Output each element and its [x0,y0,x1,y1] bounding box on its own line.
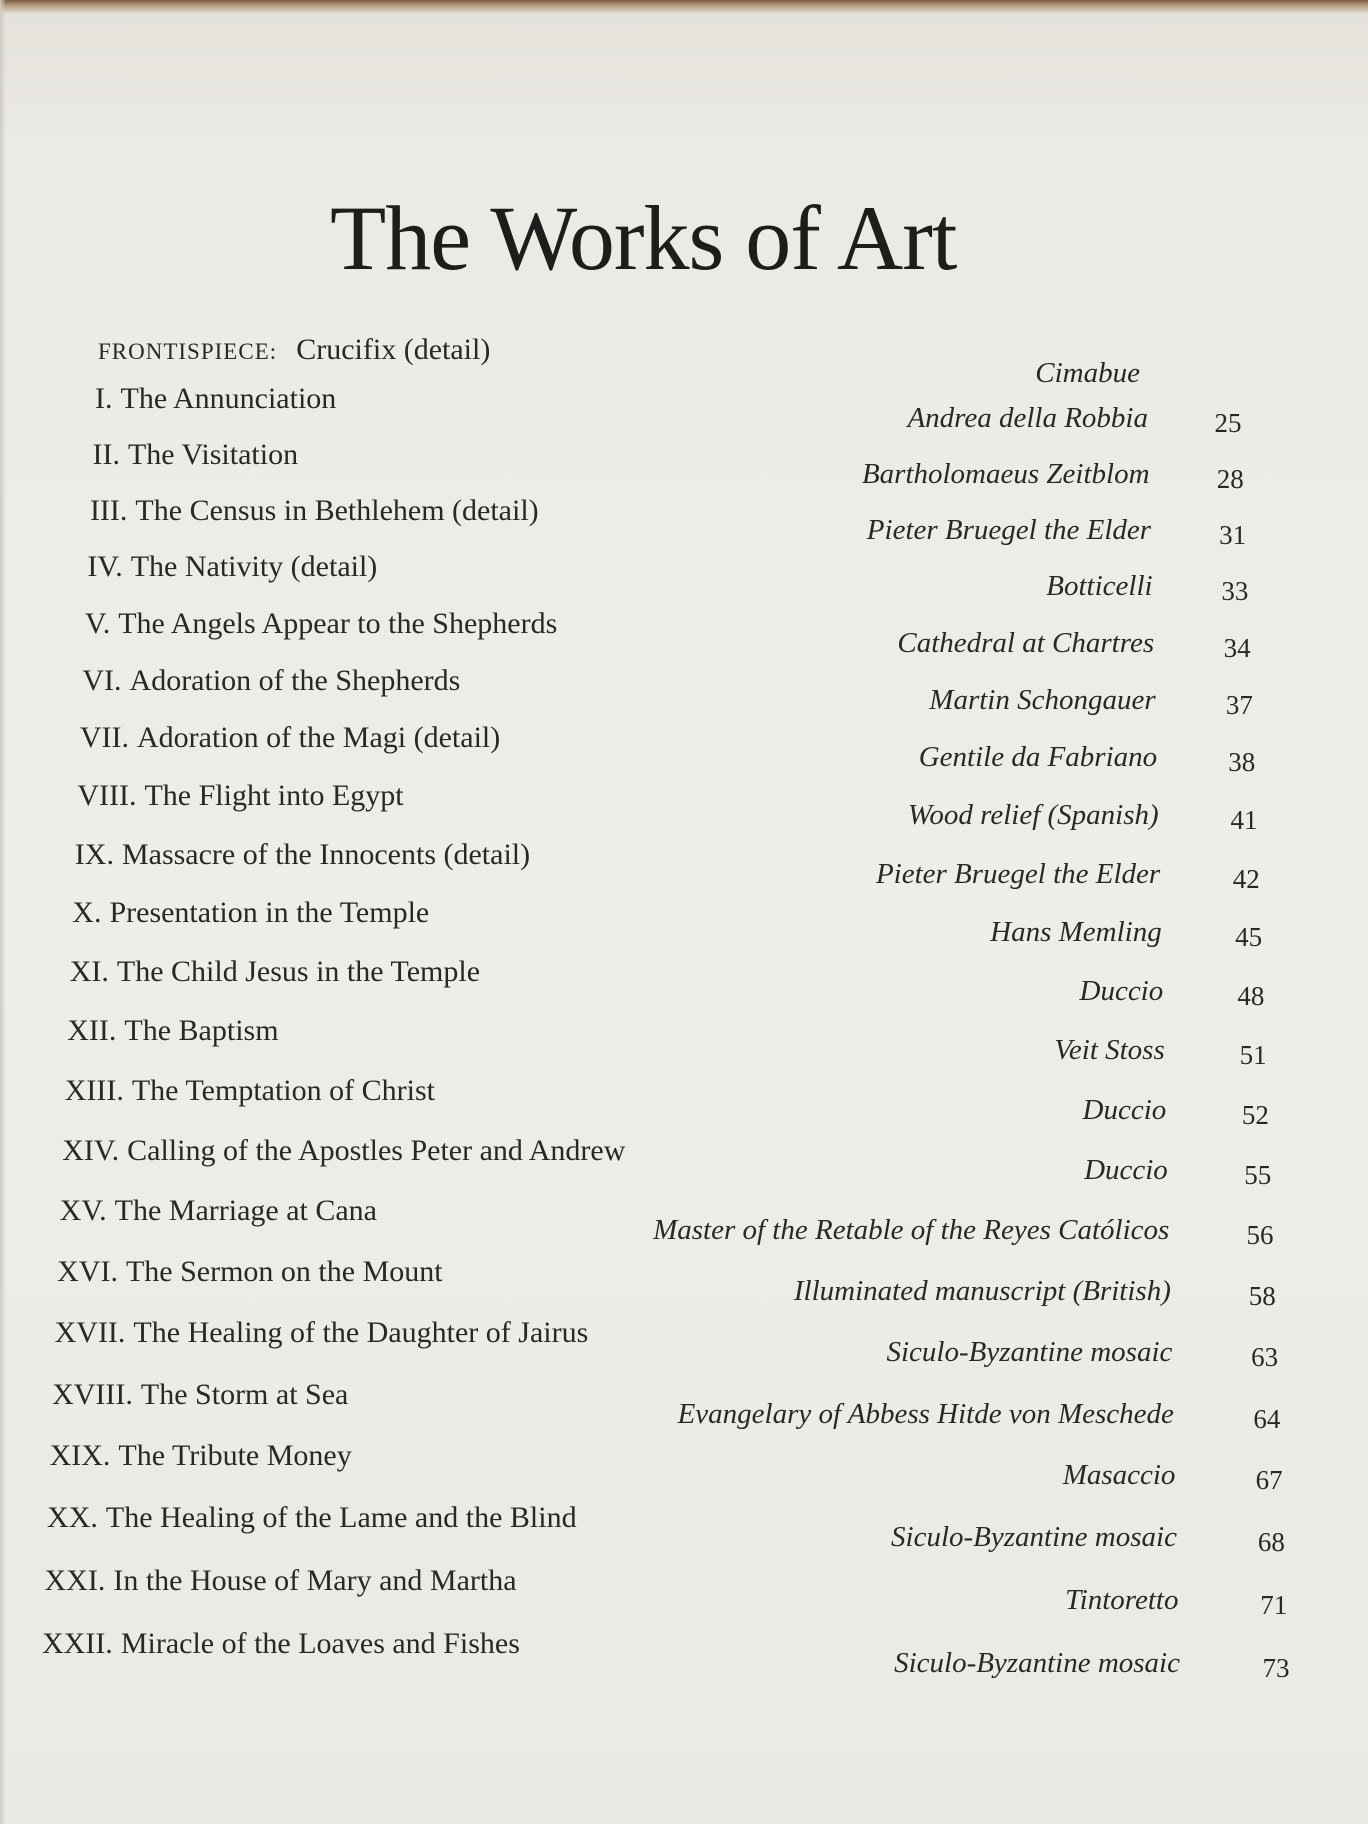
entry-numeral: XVI. [57,1255,118,1288]
entry-page-number: 28 [1216,463,1244,494]
frontispiece-work: Crucifix (detail) [296,333,491,366]
contents-entry [72,896,429,946]
entry-work-title: The Healing of the Lame and the Blind [105,1501,577,1535]
contents-entry [80,721,500,771]
entry-numeral: IX. [74,837,114,871]
entry-artist: Pieter Bruegel the Elder [866,513,1152,546]
entry-work-title: The Angels Appear to the Shepherds [118,606,558,640]
entry-page-number: 58 [1248,1281,1276,1311]
contents-entry [70,955,480,1005]
entry-work-title: Miracle of the Loaves and Fishes [120,1626,520,1660]
entry-numeral: VII. [79,721,129,755]
entry-work-title: The Flight into Egypt [144,779,404,813]
entry-page-number: 31 [1219,519,1247,550]
entry-page-number: 37 [1225,690,1253,720]
entry-artist: Andrea della Robbia [907,402,1148,434]
entry-work-title: The Marriage at Cana [114,1194,377,1228]
entry-work-title: The Tribute Money [118,1439,352,1473]
entry-numeral: II. [92,437,120,471]
contents-entry [77,779,403,829]
entry-numeral: XXI. [44,1564,106,1597]
contents-entry [42,1627,520,1677]
entry-numeral: X. [72,896,102,930]
entry-page-number: 73 [1262,1652,1290,1683]
entry-work-title: In the House of Mary and Martha [113,1564,517,1597]
contents-entry [95,382,336,432]
contents-entry [82,664,460,714]
entry-numeral: I. [95,382,113,415]
frontispiece-artist: Cimabue [1035,357,1140,389]
entry-artist: Veit Stoss [1054,1034,1165,1067]
entry-artist: Masaccio [1062,1459,1176,1492]
entry-artist: Gentile da Fabriano [918,741,1158,774]
entry-artist: Martin Schongauer [929,684,1156,716]
contents-entry [85,607,557,657]
entry-page-number: 42 [1232,863,1260,894]
entry-work-title: Presentation in the Temple [109,896,430,930]
entry-numeral: VI. [82,664,122,697]
entry-page-number: 71 [1260,1590,1288,1620]
entry-numeral: XXII. [42,1626,113,1660]
entry-page-number: 64 [1253,1403,1281,1434]
entry-numeral: XX. [47,1501,98,1535]
entry-page-number: 45 [1235,922,1263,953]
entry-numeral: IV. [87,550,123,584]
entry-numeral: XV. [59,1194,107,1228]
contents-entry [87,550,377,600]
entry-artist: Master of the Retable of the Reyes Católicos [653,1214,1170,1247]
entry-numeral: XIII. [64,1073,124,1107]
entry-work-title: The Healing of the Daughter of Jairus [133,1316,589,1350]
contents-entry [62,1134,625,1184]
entry-page-number: 68 [1257,1527,1285,1558]
entry-work-title: The Annunciation [120,382,337,415]
entry-page-number: 25 [1214,408,1242,438]
entry-numeral: XIV. [62,1133,120,1167]
entry-numeral: V. [84,606,111,640]
entry-page-number: 56 [1246,1220,1274,1251]
entry-page-number: 63 [1251,1342,1279,1373]
entry-artist: Bartholomaeus Zeitblom [861,457,1150,490]
entry-work-title: The Sermon on the Mount [125,1255,443,1288]
contents-entry [45,1564,517,1614]
contents-entry [60,1194,377,1244]
entry-artist: Evangelary of Abbess Hitde von Meschede [677,1397,1174,1430]
contents-entry [67,1014,278,1064]
frontispiece-row [98,333,490,383]
entry-artist: Siculo-Byzantine mosaic [886,1336,1173,1369]
entry-artist: Duccio [1084,1153,1168,1186]
entry-artist: Pieter Bruegel the Elder [875,857,1161,890]
entry-page-number: 34 [1223,632,1251,663]
entry-numeral: III. [89,493,128,527]
entry-artist: Wood relief (Spanish) [907,799,1159,832]
entry-work-title: Calling of the Apostles Peter and Andrew [127,1133,626,1167]
entry-page-number: 52 [1241,1099,1269,1130]
entry-numeral: XVIII. [52,1377,133,1411]
page-top-edge [0,0,1368,14]
entry-work-title: The Child Jesus in the Temple [116,955,481,988]
entry-work-title: The Temptation of Christ [131,1073,435,1107]
entry-work-title: The Visitation [127,437,299,471]
entry-work-title: Massacre of the Innocents (detail) [121,837,531,871]
contents-entry [50,1439,352,1489]
entry-numeral: XII. [67,1014,117,1048]
contents-entry [47,1501,577,1551]
entry-page-number: 51 [1239,1040,1267,1071]
entry-artist: Illuminated manuscript (British) [793,1275,1171,1307]
entry-work-title: The Nativity (detail) [130,550,378,584]
entry-work-title: The Baptism [124,1014,279,1048]
contents-entry [92,438,298,488]
entry-numeral: VIII. [77,779,137,813]
frontispiece-label: FRONTISPIECE: [98,339,278,364]
entry-numeral: XVII. [54,1316,126,1350]
entry-work-title: Adoration of the Shepherds [129,664,461,697]
contents-entry [75,838,530,888]
entry-work-title: The Storm at Sea [140,1377,349,1411]
entry-page-number: 67 [1255,1465,1283,1496]
entry-page-number: 41 [1230,805,1258,836]
contents-entry [55,1316,589,1366]
entry-artist: Duccio [1079,975,1164,1007]
page-title: The Works of Art [330,187,957,289]
entry-page-number: 48 [1237,981,1265,1011]
entry-artist: Cathedral at Chartres [897,626,1155,659]
entry-artist: Duccio [1082,1093,1167,1126]
contents-entry [65,1074,435,1124]
page-left-edge [0,0,6,1824]
entry-numeral: XIX. [49,1439,111,1473]
contents-entry [57,1255,442,1305]
entry-numeral: XI. [69,955,109,988]
entry-artist: Siculo-Byzantine mosaic [894,1646,1180,1679]
entry-artist: Tintoretto [1065,1584,1179,1616]
entry-work-title: Adoration of the Magi (detail) [137,721,501,755]
entry-artist: Siculo-Byzantine mosaic [891,1521,1177,1554]
contents-entry [52,1378,348,1428]
contents-entry [90,494,539,544]
entry-page-number: 55 [1244,1159,1272,1190]
entry-page-number: 33 [1221,576,1249,607]
entry-work-title: The Census in Bethlehem (detail) [135,493,539,527]
entry-artist: Botticelli [1046,570,1153,603]
entry-artist: Hans Memling [990,916,1162,949]
entry-page-number: 38 [1228,747,1256,778]
